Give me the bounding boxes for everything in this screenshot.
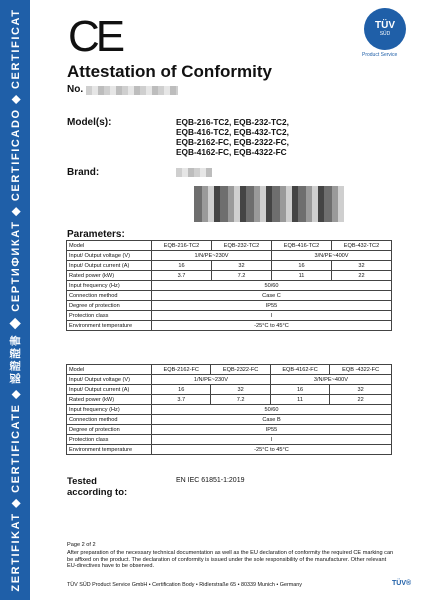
table-cell: 22 — [332, 271, 392, 281]
model-line: EQB-216-TC2, EQB-232-TC2, — [176, 117, 289, 127]
table-cell: 1/N/PE~230V — [152, 251, 272, 261]
table-cell: EQB-432-TC2 — [332, 241, 392, 251]
table-cell: Case B — [152, 415, 392, 425]
redacted-number — [86, 86, 178, 95]
table-row — [67, 445, 392, 455]
table-cell: 1/N/PE~230V — [152, 375, 271, 385]
table-cell: 22 — [330, 395, 392, 405]
table-row — [67, 405, 392, 415]
table-cell: Input/ Output current (A) — [67, 385, 152, 395]
table-cell: 16 — [270, 385, 329, 395]
models-label: Model(s): — [67, 117, 112, 128]
page-number: Page 2 of 2 — [67, 542, 96, 548]
table-cell: Degree of protection — [67, 425, 152, 435]
table-cell: 3.7 — [152, 395, 211, 405]
table-cell: 16 — [152, 261, 212, 271]
parameters-table-2 — [66, 364, 392, 455]
table-row — [67, 261, 392, 271]
models-list — [176, 117, 289, 157]
footer-address: TÜV SÜD Product Service GmbH • Certification Body • Ridlerstraße 65 • 80339 Munich • Germany — [67, 582, 302, 588]
table-cell: 7.2 — [211, 395, 270, 405]
table-cell: Input frequency (Hz) — [67, 405, 152, 415]
table-cell: Input/ Output current (A) — [67, 261, 152, 271]
table-cell: 7.2 — [212, 271, 272, 281]
tuv-logo — [364, 8, 406, 50]
table-cell: EQB-416-TC2 — [272, 241, 332, 251]
table-cell: EQB-2322-FC — [211, 365, 270, 375]
parameters-table-1 — [66, 240, 392, 331]
table-cell: Connection method — [67, 415, 152, 425]
table-cell: Connection method — [67, 291, 152, 301]
table-cell: Protection class — [67, 311, 152, 321]
table-cell: 11 — [270, 395, 329, 405]
table-row — [67, 271, 392, 281]
table-cell: I — [152, 435, 392, 445]
table-row — [67, 365, 392, 375]
table-row — [67, 301, 392, 311]
redacted-brand — [176, 168, 212, 177]
table-cell: EQB-216-TC2 — [152, 241, 212, 251]
sidebar-text: ZERTIFIKAT ◆ CERTIFICATE ◆ 認證證書 ◆ СЕРТИФИКАТ ◆ CERTIFICADO ◆ CERTIFICAT — [10, 8, 22, 592]
tuv-logo-line1: TÜV — [375, 20, 395, 31]
table-cell: 3/N/PE~400V — [272, 251, 392, 261]
table-cell: 32 — [330, 385, 392, 395]
table-row — [67, 241, 392, 251]
table-row — [67, 425, 392, 435]
table-cell: EQB -4322-FC — [330, 365, 392, 375]
table-cell: 3.7 — [152, 271, 212, 281]
table-cell: Model — [67, 365, 152, 375]
table-row — [67, 321, 392, 331]
footnote: After preparation of the necessary technical documentation as well as the EU declaration of conformity the required CE marking can be affixed on the product. The declaration of conformity is issued under the sole responsibility of the manufacturer. Other relevant EU-directives have to be observed. — [67, 550, 394, 570]
table-row — [67, 385, 392, 395]
parameters-label: Parameters: — [67, 229, 125, 240]
certificate-sidebar — [0, 0, 30, 600]
table-cell: 32 — [212, 261, 272, 271]
table-cell: Environment temperature — [67, 321, 152, 331]
table-cell: Input/ Output voltage (V) — [67, 251, 152, 261]
brand-label: Brand: — [67, 167, 100, 178]
model-line: EQB-4162-FC, EQB-4322-FC — [176, 147, 287, 157]
table-cell: Input/ Output voltage (V) — [67, 375, 152, 385]
table-cell: 32 — [332, 261, 392, 271]
table-cell: 50/60 — [152, 281, 392, 291]
table-cell: Environment temperature — [67, 445, 152, 455]
number-label: No. — [67, 84, 84, 95]
table-row — [67, 395, 392, 405]
table-cell: 50/60 — [152, 405, 392, 415]
table-row — [67, 291, 392, 301]
table-cell: IP55 — [152, 301, 392, 311]
tested-standard: EN IEC 61851-1:2019 — [176, 477, 245, 484]
page-title: Attestation of Conformity — [67, 62, 272, 81]
table-cell: 16 — [152, 385, 211, 395]
tested-label — [67, 476, 127, 498]
model-line: EQB-416-TC2, EQB-432-TC2, — [176, 127, 289, 137]
table-cell: Case C — [152, 291, 392, 301]
table-cell: 32 — [211, 385, 270, 395]
table-cell: 3/N/PE~400V — [270, 375, 391, 385]
tested-label-line2: according to: — [67, 487, 128, 498]
ce-mark-logo: CE — [68, 12, 122, 61]
table-cell: EQB-4162-FC — [270, 365, 329, 375]
tuv-logo-line2: SÜD — [379, 31, 391, 37]
table-cell: 16 — [272, 261, 332, 271]
table-cell: IP55 — [152, 425, 392, 435]
model-line: EQB-2162-FC, EQB-2322-FC, — [176, 137, 289, 147]
table-row — [67, 251, 392, 261]
table-cell: Protection class — [67, 435, 152, 445]
tested-label-line1: Tested — [67, 476, 97, 487]
table-row — [67, 435, 392, 445]
footer-logo: TÜV® — [392, 580, 412, 587]
table-cell: 11 — [272, 271, 332, 281]
table-cell: EQB-232-TC2 — [212, 241, 272, 251]
tuv-caption: Product Service — [362, 52, 398, 58]
table-row — [67, 415, 392, 425]
table-cell: I — [152, 311, 392, 321]
redacted-brand-logo — [194, 186, 344, 222]
table-cell: -25°C to 45°C — [152, 445, 392, 455]
table-cell: Input frequency (Hz) — [67, 281, 152, 291]
table-cell: Model — [67, 241, 152, 251]
table-cell: Degree of protection — [67, 301, 152, 311]
table-row — [67, 375, 392, 385]
table-cell: -25°C to 45°C — [152, 321, 392, 331]
table-row — [67, 281, 392, 291]
table-cell: EQB-2162-FC — [152, 365, 211, 375]
table-cell: Rated power (kW) — [67, 395, 152, 405]
table-row — [67, 311, 392, 321]
table-cell: Rated power (kW) — [67, 271, 152, 281]
